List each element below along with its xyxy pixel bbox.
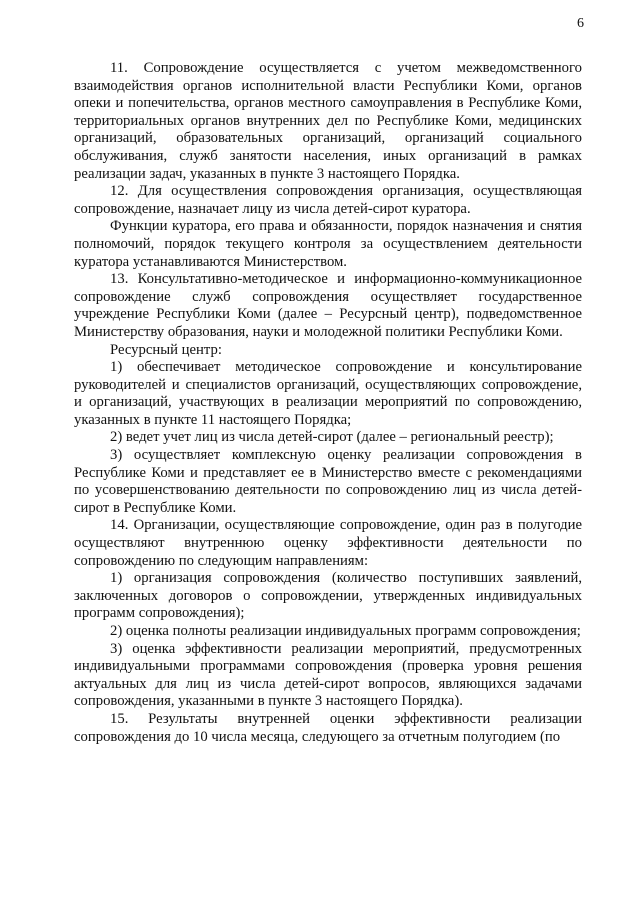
resource-center-item-1: 1) обеспечивает методическое сопровождение и консультирование руководителей и специалистов организаций, осуществляющих сопровождение, и организаций, участвующих в реализации мероприятий по сопровождению, указанных в пункте 11 настоящего Порядка;	[74, 359, 582, 428]
evaluation-item-2: 2) оценка полноты реализации индивидуальных программ сопровождения;	[110, 623, 581, 639]
paragraph-curator-functions: Функции куратора, его права и обязанности, порядок назначения и снятия полномочий, порядок текущего контроля за осуществлением деятельности куратора устанавливаются Министерством.	[74, 218, 582, 270]
paragraph-11: 11. Сопровождение осуществляется с учетом межведомственного взаимодействия органов исполнительной власти Республики Коми, органов опеки и попечительства, органов местного самоуправления в Республике Коми, территориальных органов внутренних дел по Республике Коми, медицинских организаций, образовательных организаций, организаций социального обслуживания, служб занятости населения, иных организаций в рамках реализации задач, указанных в пункте 3 настоящего Порядка.	[74, 60, 582, 182]
document-body	[74, 60, 582, 746]
paragraph-12: 12. Для осуществления сопровождения организация, осуществляющая сопровождение, назначает лицу из числа детей-сирот куратора.	[74, 183, 582, 217]
page-number: 6	[577, 16, 584, 31]
evaluation-item-3: 3) оценка эффективности реализации мероприятий, предусмотренных индивидуальными программами сопровождения (проверка уровня решения актуальных для лиц из числа детей-сирот вопросов, являющихся задачами сопровождения, указанными в пункте 3 настоящего Порядка).	[74, 640, 582, 710]
resource-center-item-3: 3) осуществляет комплексную оценку реализации сопровождения в Республике Коми и представляет ее в Министерство вместе с рекомендациями по усовершенствованию деятельности по сопровождению лиц из числа детей-сирот в Республике Коми.	[74, 447, 582, 516]
paragraph-15: 15. Результаты внутренней оценки эффективности реализации сопровождения до 10 числа месяца, следующего за отчетным полугодием (по	[74, 710, 582, 745]
paragraph-resource-center-heading: Ресурсный центр:	[110, 341, 222, 358]
evaluation-item-1: 1) организация сопровождения (количество поступивших заявлений, заключенных договоров о сопровождении, утвержденных индивидуальных программ сопровождения);	[74, 570, 582, 622]
paragraph-14: 14. Организации, осуществляющие сопровождение, один раз в полугодие осуществляют внутреннюю оценку эффективности деятельности по сопровождению по следующим направлениям:	[74, 517, 582, 569]
resource-center-item-2: 2) ведет учет лиц из числа детей-сирот (далее – региональный реестр);	[110, 429, 554, 446]
paragraph-13: 13. Консультативно-методическое и информационно-коммуникационное сопровождение служб сопровождения осуществляет государственное учреждение Республики Коми (далее – Ресурсный центр), подведомственное Министерству образования, науки и молодежной политики Республики Коми.	[74, 271, 582, 340]
